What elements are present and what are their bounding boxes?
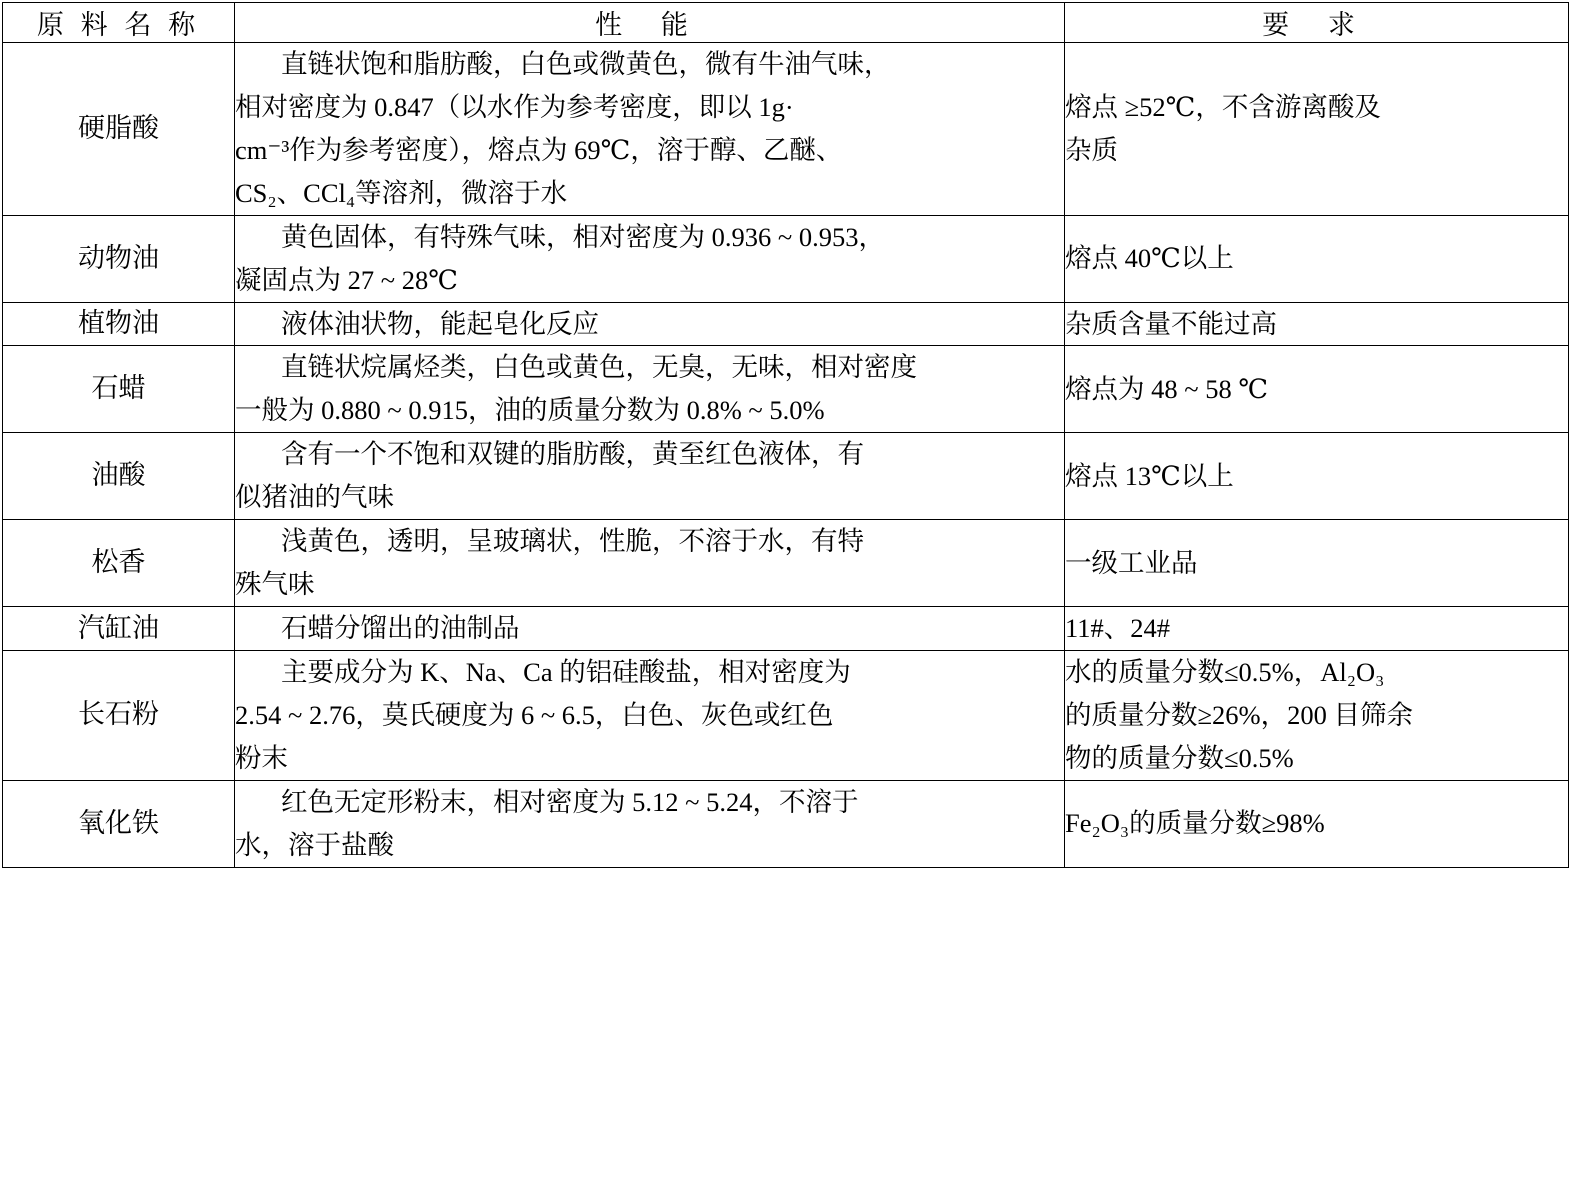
material-requirement bbox=[1065, 302, 1569, 346]
material-name: 动物油 bbox=[3, 215, 235, 302]
column-header-requirement: 要 求 bbox=[1065, 3, 1569, 43]
property-line: 相对密度为 0.847（以水作为参考密度，即以 1g· bbox=[235, 91, 794, 122]
property-line: 液体油状物，能起皂化反应 bbox=[281, 308, 599, 339]
property-line: 直链状饱和脂肪酸，白色或微黄色，微有牛油气味， bbox=[281, 49, 891, 79]
table-row bbox=[3, 215, 1569, 302]
material-requirement bbox=[1065, 650, 1569, 780]
material-name: 石蜡 bbox=[3, 346, 235, 433]
property-line: 主要成分为 K、Na、Ca 的铝硅酸盐，相对密度为 bbox=[281, 656, 851, 687]
material-requirement bbox=[1065, 43, 1569, 216]
material-name: 油酸 bbox=[3, 433, 235, 520]
material-property bbox=[235, 606, 1065, 650]
requirement-line: 熔点 ≥52℃，不含游离酸及 bbox=[1065, 91, 1381, 122]
material-requirement bbox=[1065, 780, 1569, 867]
material-name: 松香 bbox=[3, 520, 235, 607]
material-property bbox=[235, 302, 1065, 346]
column-header-property: 性 能 bbox=[235, 3, 1065, 43]
material-property bbox=[235, 43, 1065, 216]
table-row bbox=[3, 302, 1569, 346]
requirement-line: 熔点为 48 ~ 58 ℃ bbox=[1065, 373, 1268, 404]
requirement-line: 一级工业品 bbox=[1065, 547, 1198, 578]
raw-material-spec-table bbox=[2, 2, 1569, 868]
property-line: 粉末 bbox=[235, 742, 288, 773]
property-line: 似猪油的气味 bbox=[235, 482, 394, 513]
requirement-line: 水的质量分数≤0.5%，Al₂O₃ bbox=[1065, 656, 1385, 687]
property-line: 黄色固体，有特殊气味，相对密度为 0.936 ~ 0.953， bbox=[281, 221, 885, 252]
table-row bbox=[3, 346, 1569, 433]
property-line: 直链状烷属烃类，白色或黄色，无臭，无味，相对密度 bbox=[281, 352, 917, 383]
property-line: 石蜡分馏出的油制品 bbox=[281, 612, 520, 643]
material-property bbox=[235, 650, 1065, 780]
material-name: 氧化铁 bbox=[3, 780, 235, 867]
material-requirement bbox=[1065, 520, 1569, 607]
material-property bbox=[235, 215, 1065, 302]
requirement-line: 熔点 13℃以上 bbox=[1065, 460, 1234, 491]
material-property bbox=[235, 780, 1065, 867]
requirement-line: 杂质含量不能过高 bbox=[1065, 308, 1277, 339]
table-row bbox=[3, 650, 1569, 780]
table-row bbox=[3, 433, 1569, 520]
material-property bbox=[235, 346, 1065, 433]
material-name: 汽缸油 bbox=[3, 606, 235, 650]
property-line: CS₂、CCl₄等溶剂，微溶于水 bbox=[235, 177, 568, 208]
property-line: 一般为 0.880 ~ 0.915，油的质量分数为 0.8% ~ 5.0% bbox=[235, 395, 825, 426]
property-line: 红色无定形粉末，相对密度为 5.12 ~ 5.24，不溶于 bbox=[281, 786, 859, 817]
requirement-line: 熔点 40℃以上 bbox=[1065, 243, 1234, 274]
material-name: 硬脂酸 bbox=[3, 43, 235, 216]
table-header-row bbox=[3, 3, 1569, 43]
material-property bbox=[235, 520, 1065, 607]
material-name: 植物油 bbox=[3, 302, 235, 346]
table-row bbox=[3, 43, 1569, 216]
requirement-line: Fe₂O₃的质量分数≥98% bbox=[1065, 808, 1325, 839]
material-requirement bbox=[1065, 606, 1569, 650]
requirement-line: 杂质 bbox=[1065, 134, 1118, 165]
material-requirement bbox=[1065, 346, 1569, 433]
table-row bbox=[3, 606, 1569, 650]
material-requirement bbox=[1065, 215, 1569, 302]
table-row bbox=[3, 780, 1569, 867]
property-line: 2.54 ~ 2.76，莫氏硬度为 6 ~ 6.5，白色、灰色或红色 bbox=[235, 699, 834, 730]
material-requirement bbox=[1065, 433, 1569, 520]
material-property bbox=[235, 433, 1065, 520]
column-header-name: 原 料 名 称 bbox=[3, 3, 235, 43]
property-line: cm⁻³作为参考密度），熔点为 69℃，溶于醇、乙醚、 bbox=[235, 134, 843, 165]
table-row bbox=[3, 520, 1569, 607]
material-name: 长石粉 bbox=[3, 650, 235, 780]
property-line: 含有一个不饱和双键的脂肪酸，黄至红色液体，有 bbox=[281, 439, 864, 470]
property-line: 水，溶于盐酸 bbox=[235, 829, 394, 860]
requirement-line: 物的质量分数≤0.5% bbox=[1065, 742, 1294, 773]
requirement-line: 11#、24# bbox=[1065, 612, 1171, 643]
requirement-line: 的质量分数≥26%，200 目筛余 bbox=[1065, 699, 1413, 730]
property-line: 殊气味 bbox=[235, 569, 315, 600]
property-line: 凝固点为 27 ~ 28℃ bbox=[235, 264, 458, 295]
property-line: 浅黄色，透明，呈玻璃状，性脆，不溶于水，有特 bbox=[281, 526, 864, 557]
